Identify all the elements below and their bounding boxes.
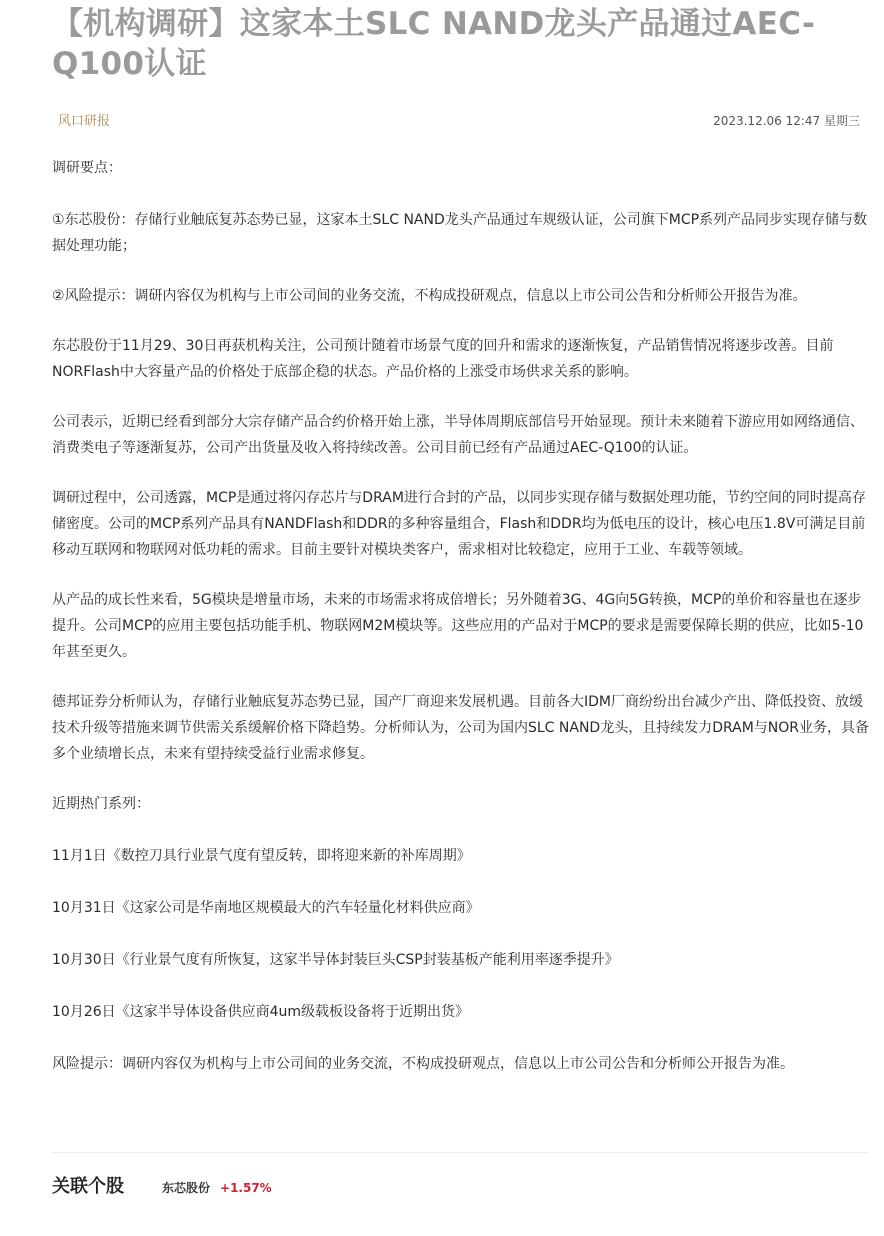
hot-series-link[interactable]: 11月1日《数控刀具行业景气度有望反转，即将迎来新的补库周期》: [52, 848, 471, 864]
body-paragraph: 东芯股份于11月29、30日再获机构关注，公司预计随着市场景气度的回升和需求的逐渐恢复，产品销售情况将逐步改善。目前NORFlash中大容量产品的价格处于底部企稳的状态。产品价格的上涨受市场供求关系的影响。: [52, 338, 834, 380]
body-paragraph: 从产品的成长性来看，5G模块是增量市场，未来的市场需求将成倍增长；另外随着3G、4G向5G转换，MCP的单价和容量也在逐步提升。公司MCP的应用主要包括功能手机、物联网M2M模块等。这些应用的产品对于MCP的要求是需要保障长期的供应，比如5-10年甚至更久。: [52, 592, 864, 660]
hot-series-link[interactable]: 10月26日《这家半导体设备供应商4um级载板设备将于近期出货》: [52, 1004, 470, 1020]
body-paragraph: 德邦证券分析师认为，存储行业触底复苏态势已显，国产厂商迎来发展机遇。目前各大IDM厂商纷纷出台减少产出、降低投资、放缓技术升级等措施来调节供需关系缓解价格下降趋势。分析师认为，公司为国内SLC NAND龙头，且持续发力DRAM与NOR业务，具备多个业绩增长点，未来有望持续受益行业需求修复。: [52, 694, 870, 762]
key-points-label: 调研要点：: [52, 160, 122, 176]
article-body: [52, 155, 870, 1077]
related-stocks-title: 关联个股: [52, 1176, 124, 1197]
body-paragraph: 公司表示，近期已经看到部分大宗存储产品合约价格开始上涨，半导体周期底部信号开始显现。预计未来随着下游应用如网络通信、消费类电子等逐渐复苏，公司产出货量及收入将持续改善。公司目前已经有产品通过AEC-Q100的认证。: [52, 414, 864, 456]
article-title: 【机构调研】这家本土SLC NAND龙头产品通过AEC-Q100认证: [52, 6, 816, 82]
related-stocks: [52, 1172, 272, 1198]
article-datetime: 2023.12.06 12:47 星期三: [713, 114, 860, 128]
body-paragraph: 调研过程中，公司透露，MCP是通过将闪存芯片与DRAM进行合封的产品，以同步实现存储与数据处理功能，节约空间的同时提高存储密度。公司的MCP系列产品具有NANDFlash和DDR的多种容量组合，Flash和DDR均为低电压的设计，核心电压1.8V可满足目前移动互联网和物联网对低功耗的需求。目前主要针对模块类客户，需求相对比较稳定，应用于工业、车载等领域。: [52, 490, 866, 558]
hot-series-link[interactable]: 10月30日《行业景气度有所恢复，这家半导体封装巨头CSP封装基板产能利用率逐季提升》: [52, 952, 619, 968]
risk-note: 风险提示：调研内容仅为机构与上市公司间的业务交流，不构成投研观点，信息以上市公司公告和分析师公开报告为准。: [52, 1056, 794, 1072]
stock-change: +1.57%: [220, 1181, 272, 1195]
hot-series-link[interactable]: 10月31日《这家公司是华南地区规模最大的汽车轻量化材料供应商》: [52, 900, 480, 916]
section-divider: [52, 1152, 868, 1153]
stock-name[interactable]: 东芯股份: [162, 1181, 211, 1195]
key-point-1: ①东芯股份：存储行业触底复苏态势已显，这家本土SLC NAND龙头产品通过车规级认证，公司旗下MCP系列产品同步实现存储与数据处理功能；: [52, 212, 868, 254]
key-point-2: ②风险提示：调研内容仅为机构与上市公司间的业务交流，不构成投研观点，信息以上市公司公告和分析师公开报告为准。: [52, 288, 807, 304]
article-source[interactable]: 风口研报: [58, 114, 111, 129]
hot-series-label: 近期热门系列：: [52, 796, 150, 812]
